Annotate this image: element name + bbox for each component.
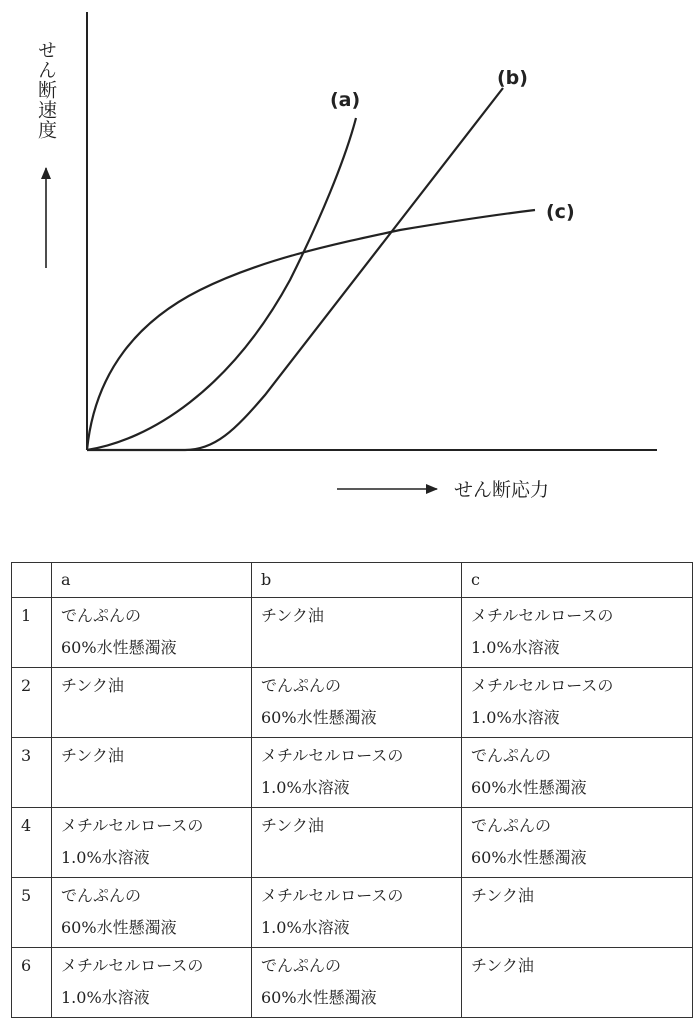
curve-label-b: (b): [497, 67, 528, 89]
cell-text: 60%水性懸濁液: [61, 638, 177, 657]
cell-c: [462, 668, 693, 738]
cell-a: [52, 808, 252, 878]
cell-text: チンク油: [471, 886, 534, 905]
cell-text: メチルセルロースの: [261, 746, 404, 765]
curve-a: [87, 118, 356, 450]
cell-text: 1.0%水溶液: [471, 708, 560, 727]
cell-text: チンク油: [261, 816, 324, 835]
cell-b: [252, 808, 462, 878]
cell-c: [462, 808, 693, 878]
cell-text: チンク油: [61, 676, 124, 695]
cell-text: でんぷんの: [61, 886, 142, 905]
cell-text: メチルセルロースの: [471, 606, 614, 625]
curve-label-c: (c): [546, 201, 575, 223]
cell-text: 60%水性懸濁液: [61, 918, 177, 937]
cell-text: でんぷんの: [471, 746, 552, 765]
cell-b: [252, 738, 462, 808]
choice-number: 5: [12, 878, 52, 948]
header-cell-a: a: [52, 563, 252, 598]
table-row: [12, 738, 693, 808]
table-header-row: [12, 563, 693, 598]
cell-c: [462, 738, 693, 808]
curve-c: [87, 210, 535, 450]
y-axis-label: せん断速度: [35, 40, 57, 140]
cell-a: [52, 598, 252, 668]
table-row: [12, 598, 693, 668]
table-row: [12, 808, 693, 878]
cell-text: メチルセルロースの: [61, 956, 204, 975]
table-row: [12, 948, 693, 1018]
cell-text: 60%水性懸濁液: [261, 988, 377, 1007]
choice-number: 4: [12, 808, 52, 878]
cell-c: [462, 948, 693, 1018]
choice-number: 2: [12, 668, 52, 738]
cell-text: でんぷんの: [261, 676, 342, 695]
cell-b: [252, 668, 462, 738]
cell-text: 60%水性懸濁液: [471, 848, 587, 867]
cell-a: [52, 738, 252, 808]
cell-text: 1.0%水溶液: [261, 778, 350, 797]
header-cell-b: b: [252, 563, 462, 598]
cell-b: [252, 948, 462, 1018]
cell-b: [252, 598, 462, 668]
cell-text: チンク油: [261, 606, 324, 625]
cell-text: 1.0%水溶液: [471, 638, 560, 657]
answer-choices-table: [11, 562, 693, 1018]
header-cell-c: c: [462, 563, 693, 598]
cell-text: メチルセルロースの: [261, 886, 404, 905]
cell-c: [462, 598, 693, 668]
cell-text: チンク油: [471, 956, 534, 975]
cell-a: [52, 668, 252, 738]
cell-text: 1.0%水溶液: [61, 988, 150, 1007]
cell-text: でんぷんの: [471, 816, 552, 835]
header-cell-empty: [12, 563, 52, 598]
cell-text: でんぷんの: [261, 956, 342, 975]
cell-text: 1.0%水溶液: [261, 918, 350, 937]
cell-a: [52, 878, 252, 948]
table-row: [12, 878, 693, 948]
cell-text: でんぷんの: [61, 606, 142, 625]
cell-text: 1.0%水溶液: [61, 848, 150, 867]
cell-b: [252, 878, 462, 948]
cell-c: [462, 878, 693, 948]
cell-text: 60%水性懸濁液: [261, 708, 377, 727]
choice-number: 1: [12, 598, 52, 668]
choice-number: 3: [12, 738, 52, 808]
cell-text: メチルセルロースの: [471, 676, 614, 695]
choice-number: 6: [12, 948, 52, 1018]
x-axis-label: せん断応力: [454, 479, 550, 501]
cell-a: [52, 948, 252, 1018]
cell-text: 60%水性懸濁液: [471, 778, 587, 797]
table-row: [12, 668, 693, 738]
cell-text: メチルセルロースの: [61, 816, 204, 835]
cell-text: チンク油: [61, 746, 124, 765]
curve-label-a: (a): [330, 89, 361, 111]
